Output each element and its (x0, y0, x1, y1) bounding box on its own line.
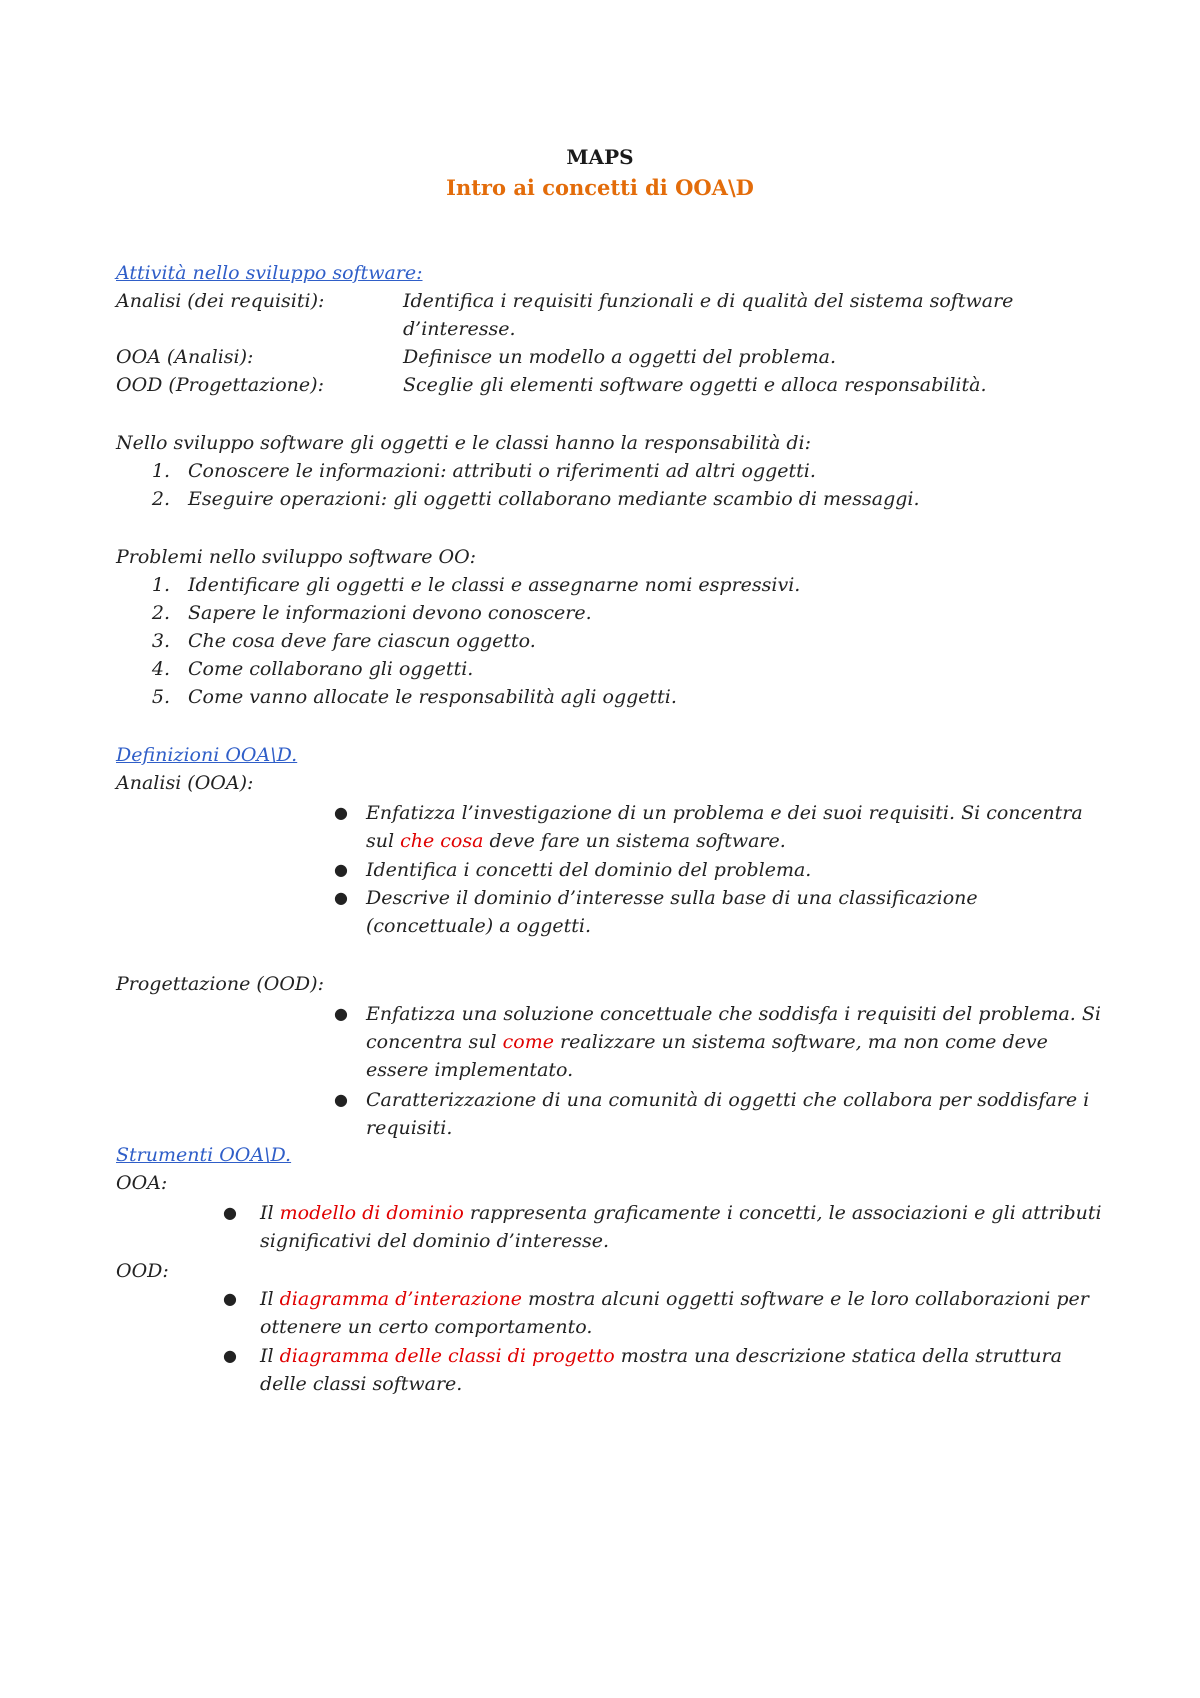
bullet-icon: ● (334, 860, 348, 879)
bullet-item (366, 884, 1106, 940)
paragraph-problemi: Problemi nello sviluppo software OO: (116, 546, 477, 568)
list-number: 5. (151, 686, 170, 708)
bullet-text: Caratterizzazione di una comunità di oggetti che collabora per soddisfare i requisiti. (366, 1089, 1090, 1139)
document-subtitle: Intro ai concetti di OOA\D (446, 175, 754, 200)
list-item: Identificare gli oggetti e le classi e assegnarne nomi espressivi. (188, 574, 801, 596)
bullet-text: Il (260, 1202, 280, 1224)
bullet-icon: ● (334, 1090, 348, 1109)
highlight-text: che cosa (400, 830, 484, 852)
bullet-item (260, 1342, 1110, 1398)
section-heading-attivita: Attività nello sviluppo software: (116, 262, 423, 284)
bullet-icon: ● (334, 803, 348, 822)
row-label-analisi: Analisi (dei requisiti): (116, 290, 325, 312)
bullet-text: Enfatizza una soluzione concettuale che soddisfa i requisiti del problema. Si concentra sul (366, 1003, 1101, 1053)
list-number: 2. (151, 602, 170, 624)
bullet-item (260, 1199, 1110, 1255)
label-ood: OOD: (116, 1260, 169, 1282)
bullet-item (366, 856, 1106, 884)
bullet-icon: ● (223, 1203, 237, 1222)
list-number: 1. (151, 574, 170, 596)
bullet-text: Descrive il dominio d’interesse sulla base di una classificazione (concettuale) a oggetti. (366, 887, 978, 937)
bullet-text: Il (260, 1345, 280, 1367)
bullet-text: Enfatizza l’investigazione di un problema e dei suoi requisiti. Si concentra sul (366, 802, 1083, 852)
bullet-icon: ● (223, 1346, 237, 1365)
bullet-item (260, 1285, 1110, 1341)
list-number: 2. (151, 488, 170, 510)
highlight-text: modello di dominio (279, 1202, 464, 1224)
row-def-analisi-cont: d’interesse. (403, 318, 516, 340)
bullet-icon: ● (334, 1004, 348, 1023)
row-def-ooa: Definisce un modello a oggetti del problema. (403, 346, 836, 368)
section-heading-definizioni: Definizioni OOA\D. (116, 744, 298, 766)
bullet-text: deve fare un sistema software. (483, 830, 786, 852)
bullet-item (366, 799, 1106, 855)
section-heading-strumenti: Strumenti OOA\D. (116, 1144, 292, 1166)
list-item: Come collaborano gli oggetti. (188, 658, 474, 680)
bullet-text: Identifica i concetti del dominio del problema. (366, 859, 812, 881)
list-number: 3. (151, 630, 170, 652)
list-item: Che cosa deve fare ciascun oggetto. (188, 630, 536, 652)
bullet-icon: ● (223, 1289, 237, 1308)
bullet-item (366, 1000, 1106, 1084)
bullet-text: rappresenta graficamente i concetti, le associazioni e gli attributi significativi del dominio d’interesse. (260, 1202, 1102, 1252)
bullet-text: Il (260, 1288, 280, 1310)
label-analisi-ooa: Analisi (OOA): (116, 772, 254, 794)
bullet-text: mostra alcuni oggetti software e le loro collaborazioni per ottenere un certo comportamento. (260, 1288, 1089, 1338)
label-ooa: OOA: (116, 1172, 168, 1194)
row-def-analisi: Identifica i requisiti funzionali e di qualità del sistema software (403, 290, 1014, 312)
highlight-text: come (502, 1031, 554, 1053)
list-number: 4. (151, 658, 170, 680)
paragraph-responsabilita: Nello sviluppo software gli oggetti e le classi hanno la responsabilità di: (116, 432, 812, 454)
list-item: Eseguire operazioni: gli oggetti collaborano mediante scambio di messaggi. (188, 488, 920, 510)
label-progettazione-ood: Progettazione (OOD): (116, 973, 324, 995)
list-item: Sapere le informazioni devono conoscere. (188, 602, 592, 624)
row-label-ood: OOD (Progettazione): (116, 374, 324, 396)
highlight-text: diagramma delle classi di progetto (279, 1345, 615, 1367)
document-title: MAPS (566, 145, 634, 169)
list-item: Conoscere le informazioni: attributi o riferimenti ad altri oggetti. (188, 460, 816, 482)
bullet-icon: ● (334, 888, 348, 907)
bullet-text: mostra una descrizione statica della struttura delle classi software. (260, 1345, 1062, 1395)
bullet-item (366, 1086, 1106, 1142)
row-label-ooa: OOA (Analisi): (116, 346, 254, 368)
highlight-text: diagramma d’interazione (279, 1288, 522, 1310)
list-item: Come vanno allocate le responsabilità agli oggetti. (188, 686, 677, 708)
row-def-ood: Sceglie gli elementi software oggetti e alloca responsabilità. (403, 374, 987, 396)
bullet-text: realizzare un sistema software, ma non come deve essere implementato. (366, 1031, 1048, 1081)
list-number: 1. (151, 460, 170, 482)
